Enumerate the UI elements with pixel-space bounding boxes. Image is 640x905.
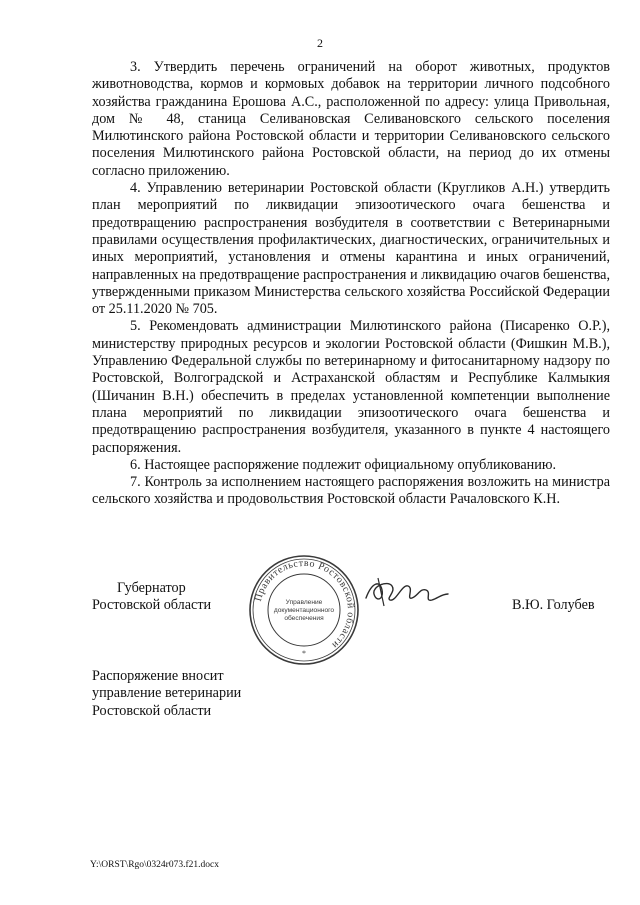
seal-center-line2: документационного [273, 607, 335, 614]
paragraph-6: 6. Настоящее распоряжение подлежит официальному опубликованию. [130, 456, 557, 473]
submitted-by-block [92, 668, 241, 720]
document-body [92, 59, 610, 509]
paragraph-3: 3. Утвердить перечень ограничений на оборот животных, продуктов животноводства, кормов и кормовых добавок на территории личного подсобного хозяйства гражданина Ерошова А.С., расположенной по адресу: улица Привольная, дом № 48, станица Селивановская Селивановского сельского поселения Милютинского района Ростовской области и территории Селивановского сельского поселения Милютинского района Ростовской области, на период до их отмены согласно приложению. [92, 59, 610, 179]
paragraph-7: 7. Контроль за исполнением настоящего распоряжения возложить на министра сельского хозяйства и продовольствия Ростовской области Рачаловского К.Н. [92, 474, 610, 508]
governor-title-line1: Губернатор [117, 580, 186, 596]
handwritten-signature [362, 572, 452, 612]
governor-name: В.Ю. Голубев [512, 597, 595, 613]
file-path-footer: Y:\ORST\Rgo\0324r073.f21.docx [90, 860, 219, 870]
page-number: 2 [317, 36, 323, 50]
paragraph-5: 5. Рекомендовать администрации Милютинского района (Писаренко О.Р.), министерству природных ресурсов и экологии Ростовской области (Фишкин М.В.), Управлению Федеральной службы по ветеринарному и фитосанитарному надзору по Ростовской, Волгоградской и Астраханской областям и Республике Калмыкия (Шичанин В.Н.) обеспечить в пределах установленной компетенции выполнение плана мероприятий по ликвидации эпизоотического очага бешенства и предотвращению распространения возбудителя, указанного в пункте 4 настоящего распоряжения. [92, 318, 610, 456]
governor-title [92, 580, 211, 615]
submitted-by-line1: Распоряжение вносит [92, 668, 224, 684]
submitted-by-line2: управление ветеринарии [92, 685, 242, 702]
seal-star: * [302, 649, 306, 658]
seal-center-line3: обеспечения [284, 615, 324, 622]
seal-ring-text: Правительство Ростовской области [252, 557, 357, 651]
governor-title-line2: Ростовской области [92, 597, 212, 614]
signature-block [92, 557, 622, 680]
official-seal-stamp [248, 554, 360, 666]
paragraph-4: 4. Управлению ветеринарии Ростовской области (Кругликов А.Н.) утвердить план мероприятий по ликвидации эпизоотического очага бешенства и предотвращению распространения возбудителя в соответствии с Ветеринарными правилами осуществления профилактических, диагностических, ограничительных и иных мероприятий, установления и отмены карантина и иных ограничений, направленных на предотвращение распространения и ликвидацию очагов бешенства, утвержденными приказом Министерства сельского хозяйства Российской Федерации от 25.11.2020 № 705. [92, 180, 610, 318]
submitted-by-line3: Ростовской области [92, 702, 212, 719]
seal-center-line1: Управление [285, 599, 323, 606]
